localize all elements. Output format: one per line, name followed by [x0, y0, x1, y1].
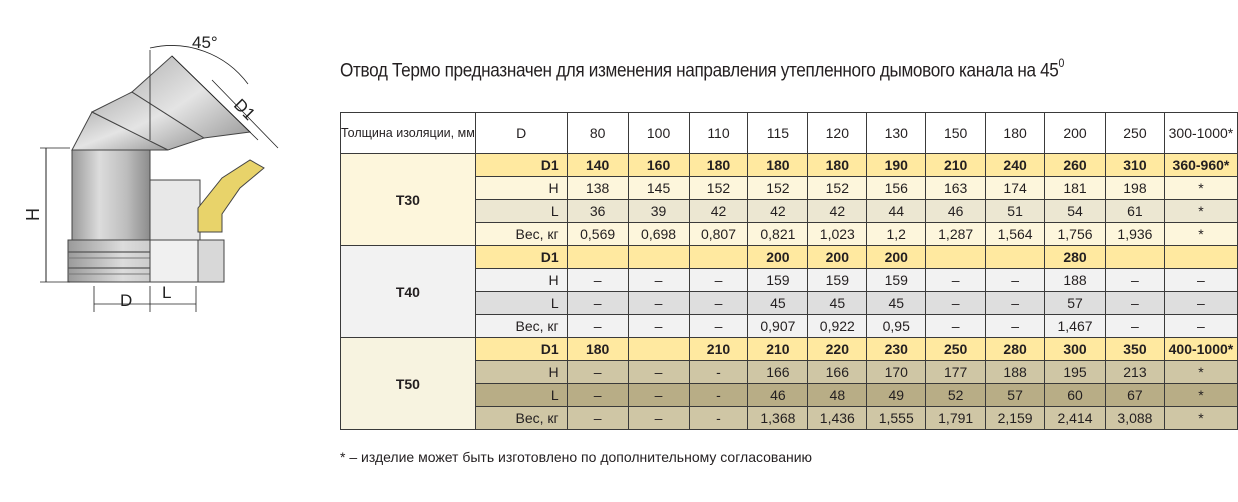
value-cell: – [1105, 292, 1164, 315]
value-cell: – [567, 269, 628, 292]
value-cell: 1,564 [986, 223, 1045, 246]
value-cell: 210 [926, 154, 986, 177]
row-label: H [475, 361, 567, 384]
value-cell: 57 [986, 384, 1045, 407]
value-cell: 166 [748, 361, 808, 384]
value-cell: 156 [867, 177, 926, 200]
value-cell [986, 246, 1045, 269]
row-label: D1 [475, 338, 567, 361]
row-label: H [475, 269, 567, 292]
value-cell: 200 [748, 246, 808, 269]
table-row [341, 315, 1238, 338]
table-row [341, 154, 1238, 177]
value-cell: 51 [986, 200, 1045, 223]
value-cell: 1,023 [808, 223, 867, 246]
group-label: Т50 [341, 338, 476, 430]
value-cell: – [567, 315, 628, 338]
value-cell: 0,95 [867, 315, 926, 338]
value-cell: 42 [689, 200, 748, 223]
value-cell: 48 [808, 384, 867, 407]
value-cell: - [689, 407, 748, 430]
value-cell: 61 [1105, 200, 1164, 223]
value-cell: 45 [808, 292, 867, 315]
header-diameter: 115 [748, 113, 808, 154]
value-cell: * [1164, 200, 1237, 223]
row-label: H [475, 177, 567, 200]
value-cell: – [926, 315, 986, 338]
table-row [341, 223, 1238, 246]
row-label: L [475, 200, 567, 223]
row-label: D1 [475, 246, 567, 269]
value-cell: 170 [867, 361, 926, 384]
table-header-row [341, 113, 1238, 154]
value-cell: * [1164, 384, 1237, 407]
value-cell: 1,467 [1045, 315, 1106, 338]
value-cell: 152 [689, 177, 748, 200]
header-diameter: 120 [808, 113, 867, 154]
header-diameter: 150 [926, 113, 986, 154]
value-cell: – [689, 269, 748, 292]
value-cell: 174 [986, 177, 1045, 200]
value-cell: – [689, 292, 748, 315]
value-cell: 220 [808, 338, 867, 361]
value-cell: * [1164, 407, 1237, 430]
table-row [341, 269, 1238, 292]
value-cell: 67 [1105, 384, 1164, 407]
row-label: L [475, 292, 567, 315]
value-cell: 166 [808, 361, 867, 384]
value-cell: 177 [926, 361, 986, 384]
table-row [341, 384, 1238, 407]
row-label: Вес, кг [475, 223, 567, 246]
value-cell: 3,088 [1105, 407, 1164, 430]
value-cell: 180 [748, 154, 808, 177]
d-dimension-label: D [120, 291, 133, 310]
value-cell: 310 [1105, 154, 1164, 177]
value-cell: * [1164, 361, 1237, 384]
value-cell: 60 [1045, 384, 1106, 407]
value-cell: 180 [808, 154, 867, 177]
value-cell: – [926, 292, 986, 315]
value-cell: 0,569 [567, 223, 628, 246]
value-cell [689, 246, 748, 269]
value-cell: 188 [1045, 269, 1106, 292]
value-cell: 400-1000* [1164, 338, 1237, 361]
value-cell: – [1105, 269, 1164, 292]
value-cell: 39 [628, 200, 689, 223]
value-cell: 240 [986, 154, 1045, 177]
row-label: Вес, кг [475, 315, 567, 338]
value-cell: 159 [808, 269, 867, 292]
value-cell: 213 [1105, 361, 1164, 384]
group-label: Т40 [341, 246, 476, 338]
value-cell: 210 [689, 338, 748, 361]
value-cell [1105, 246, 1164, 269]
value-cell: 160 [628, 154, 689, 177]
table-row [341, 292, 1238, 315]
table-row [341, 407, 1238, 430]
value-cell: 1,368 [748, 407, 808, 430]
h-dimension-label: H [23, 208, 43, 221]
value-cell: 190 [867, 154, 926, 177]
value-cell: - [689, 361, 748, 384]
value-cell: 300 [1045, 338, 1106, 361]
row-label: Вес, кг [475, 407, 567, 430]
row-label: L [475, 384, 567, 407]
value-cell: 36 [567, 200, 628, 223]
spec-table [340, 112, 1238, 430]
value-cell: – [567, 292, 628, 315]
value-cell: – [567, 384, 628, 407]
value-cell: 280 [1045, 246, 1106, 269]
title-degree: 0 [1058, 56, 1064, 70]
value-cell: 195 [1045, 361, 1106, 384]
value-cell [628, 246, 689, 269]
header-diameter: 100 [628, 113, 689, 154]
value-cell: 1,2 [867, 223, 926, 246]
value-cell: 1,555 [867, 407, 926, 430]
d1-dimension-label: D1 [230, 95, 259, 124]
value-cell: 0,807 [689, 223, 748, 246]
value-cell: 138 [567, 177, 628, 200]
value-cell: * [1164, 223, 1237, 246]
value-cell: 52 [926, 384, 986, 407]
value-cell: 1,436 [808, 407, 867, 430]
value-cell: 163 [926, 177, 986, 200]
value-cell: 0,922 [808, 315, 867, 338]
value-cell: 1,287 [926, 223, 986, 246]
value-cell: 1,936 [1105, 223, 1164, 246]
value-cell: – [986, 315, 1045, 338]
value-cell: 145 [628, 177, 689, 200]
value-cell: – [567, 407, 628, 430]
value-cell: – [628, 315, 689, 338]
value-cell: 250 [926, 338, 986, 361]
value-cell: 2,159 [986, 407, 1045, 430]
value-cell: – [926, 269, 986, 292]
value-cell: 159 [748, 269, 808, 292]
value-cell [1164, 246, 1237, 269]
header-d: D [475, 113, 567, 154]
value-cell: – [1164, 269, 1237, 292]
row-label: D1 [475, 154, 567, 177]
value-cell: 0,698 [628, 223, 689, 246]
table-row [341, 246, 1238, 269]
value-cell: 350 [1105, 338, 1164, 361]
value-cell: 45 [748, 292, 808, 315]
header-diameter: 250 [1105, 113, 1164, 154]
value-cell: 1,791 [926, 407, 986, 430]
value-cell: 210 [748, 338, 808, 361]
angle-label: 45° [192, 33, 218, 52]
value-cell: – [986, 292, 1045, 315]
value-cell: 152 [748, 177, 808, 200]
value-cell: 0,907 [748, 315, 808, 338]
group-label: Т30 [341, 154, 476, 246]
page-title [340, 58, 1064, 83]
value-cell: 188 [986, 361, 1045, 384]
value-cell: – [567, 361, 628, 384]
value-cell: 0,821 [748, 223, 808, 246]
value-cell: 230 [867, 338, 926, 361]
value-cell: 1,756 [1045, 223, 1106, 246]
header-diameter: 110 [689, 113, 748, 154]
value-cell: 2,414 [1045, 407, 1106, 430]
value-cell: – [628, 407, 689, 430]
value-cell: – [689, 315, 748, 338]
table-row [341, 361, 1238, 384]
header-diameter: 300-1000* [1164, 113, 1237, 154]
value-cell: 45 [867, 292, 926, 315]
value-cell [567, 246, 628, 269]
value-cell: * [1164, 177, 1237, 200]
value-cell: 260 [1045, 154, 1106, 177]
header-thickness: Толщина изоляции, мм [341, 113, 476, 154]
value-cell [628, 338, 689, 361]
value-cell: – [628, 269, 689, 292]
elbow-drawing [0, 0, 330, 340]
title-text: Отвод Термо предназначен для изменения направления утепленного дымового канала на 45 [340, 59, 1059, 82]
value-cell: 44 [867, 200, 926, 223]
value-cell [926, 246, 986, 269]
value-cell: 152 [808, 177, 867, 200]
header-diameter: 80 [567, 113, 628, 154]
table-row [341, 338, 1238, 361]
header-diameter: 130 [867, 113, 926, 154]
value-cell: 46 [926, 200, 986, 223]
value-cell: 140 [567, 154, 628, 177]
header-diameter: 180 [986, 113, 1045, 154]
value-cell: 42 [808, 200, 867, 223]
value-cell: – [628, 292, 689, 315]
value-cell: 57 [1045, 292, 1106, 315]
value-cell: 180 [567, 338, 628, 361]
value-cell: 180 [689, 154, 748, 177]
table-row [341, 200, 1238, 223]
value-cell: 198 [1105, 177, 1164, 200]
value-cell: 280 [986, 338, 1045, 361]
footnote: * – изделие может быть изготовлено по дополнительному согласованию [340, 449, 813, 465]
value-cell: – [1105, 315, 1164, 338]
value-cell: – [628, 361, 689, 384]
value-cell: – [986, 269, 1045, 292]
value-cell: – [628, 384, 689, 407]
value-cell: - [689, 384, 748, 407]
value-cell: 54 [1045, 200, 1106, 223]
value-cell: – [1164, 315, 1237, 338]
value-cell: 46 [748, 384, 808, 407]
value-cell: 181 [1045, 177, 1106, 200]
value-cell: 159 [867, 269, 926, 292]
l-dimension-label: L [162, 283, 172, 302]
value-cell: – [1164, 292, 1237, 315]
value-cell: 200 [808, 246, 867, 269]
header-diameter: 200 [1045, 113, 1106, 154]
value-cell: 200 [867, 246, 926, 269]
value-cell: 49 [867, 384, 926, 407]
table-row [341, 177, 1238, 200]
value-cell: 360-960* [1164, 154, 1237, 177]
value-cell: 42 [748, 200, 808, 223]
